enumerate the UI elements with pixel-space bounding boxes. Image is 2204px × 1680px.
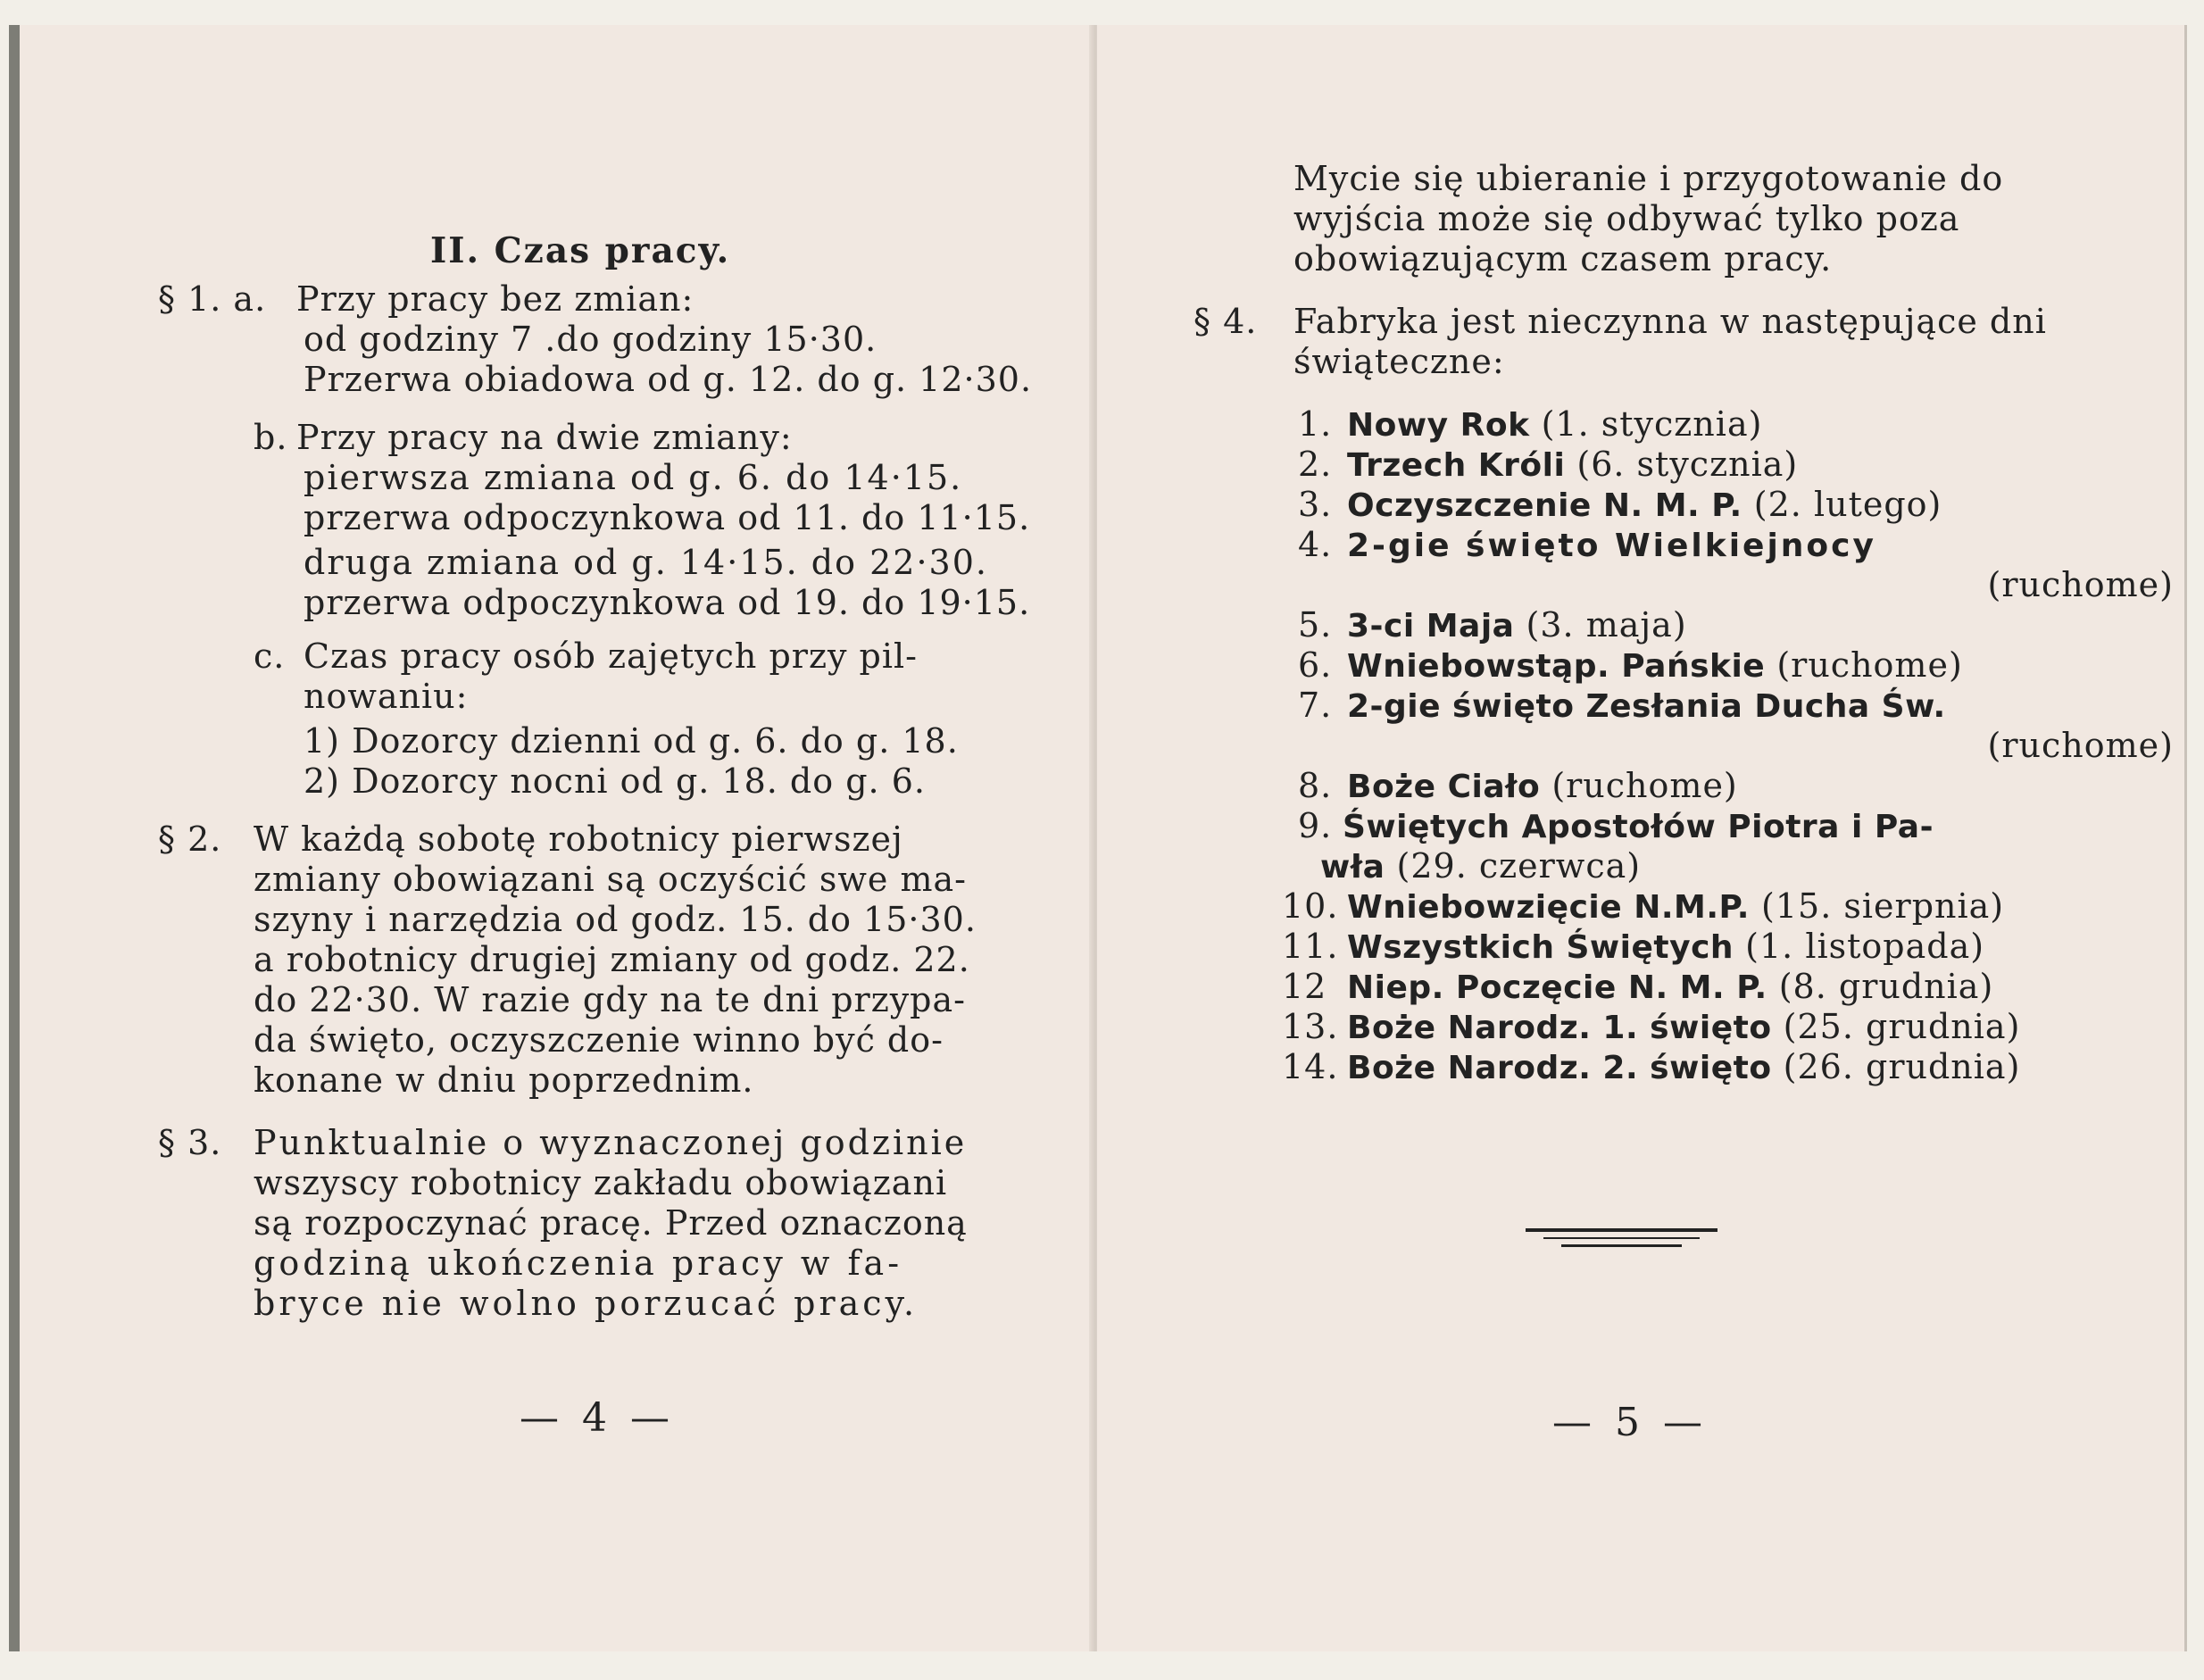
s2-line-6: da święto, oczyszczenie winno być do- bbox=[254, 1020, 944, 1060]
holiday-item bbox=[1347, 404, 1762, 445]
intro-line-1: Mycie się ubieranie i przygotowanie do bbox=[1293, 159, 2004, 198]
holiday-name: Boże Ciało bbox=[1347, 769, 1541, 805]
s1c-item-1: 1) Dozorcy dzienni od g. 6. do g. 18. bbox=[304, 721, 959, 761]
holiday-note: (ruchome) bbox=[1776, 645, 1963, 685]
holiday-name: Boże Narodz. 2. święto bbox=[1347, 1050, 1772, 1086]
holiday-item bbox=[1347, 605, 1687, 646]
paragraph-mark-2: § 2. bbox=[158, 819, 222, 859]
holiday-note: (1. listopada) bbox=[1745, 927, 1985, 966]
holiday-note: (2. lutego) bbox=[1753, 485, 1942, 524]
section-heading: II. Czas pracy. bbox=[430, 230, 731, 271]
s4-line-1: Fabryka jest nieczynna w następujące dni bbox=[1293, 302, 2047, 341]
s2-line-2: zmiany obowiązani są oczyścić swe ma- bbox=[254, 860, 967, 899]
s1a-line-2: Przerwa obiadowa od g. 12. do g. 12·30. bbox=[304, 360, 1033, 399]
holiday-note: (29. czerwca) bbox=[1396, 846, 1642, 886]
holiday-name: Wniebowzięcie N.M.P. bbox=[1347, 889, 1750, 926]
s2-line-5: do 22·30. W razie gdy na te dni przypa- bbox=[254, 980, 966, 1019]
holiday-item bbox=[1347, 1047, 2020, 1088]
holiday-name: Nowy Rok bbox=[1347, 407, 1530, 444]
holiday-note: (1. stycznia) bbox=[1541, 404, 1763, 444]
holiday-item-cont bbox=[1320, 846, 1641, 887]
holiday-num: 6. bbox=[1298, 645, 1333, 685]
holiday-num: 10. bbox=[1282, 886, 1339, 926]
s1a-line-1: od godziny 7 .do godziny 15·30. bbox=[304, 320, 877, 359]
s1b-line-1: pierwsza zmiana od g. 6. do 14·15. bbox=[304, 458, 963, 497]
holiday-name-cont: wła bbox=[1320, 849, 1385, 886]
holiday-name: Trzech Króli bbox=[1347, 447, 1566, 484]
page-number-left: — 4 — bbox=[520, 1395, 675, 1441]
holiday-num: 5. bbox=[1298, 605, 1333, 645]
holiday-note: (26. grudnia) bbox=[1783, 1047, 2021, 1086]
holiday-item bbox=[1343, 806, 1934, 847]
s1b-line-2: przerwa odpoczynkowa od 11. do 11·15. bbox=[304, 498, 1031, 537]
holiday-note: (ruchome) bbox=[1987, 565, 2174, 604]
holiday-item bbox=[1347, 485, 1942, 526]
s1b-title: Przy pracy na dwie zmiany: bbox=[296, 418, 793, 457]
holiday-note: (15. sierpnia) bbox=[1761, 886, 2005, 926]
holiday-num: 1. bbox=[1298, 404, 1333, 444]
holiday-num: 11. bbox=[1282, 927, 1339, 966]
holiday-num: 14. bbox=[1282, 1047, 1339, 1086]
s3-line-2: wszyscy robotnicy zakładu obowiązani bbox=[254, 1163, 948, 1202]
page-number-right: — 5 — bbox=[1552, 1400, 1708, 1445]
decorative-rule-bottom bbox=[1561, 1244, 1682, 1247]
holiday-num: 2. bbox=[1298, 445, 1333, 484]
holiday-num: 4. bbox=[1298, 525, 1333, 564]
s3-line-1: Punktualnie o wyznaczonej godzinie bbox=[254, 1123, 968, 1162]
holiday-note: (8. grudnia) bbox=[1778, 967, 1994, 1006]
s2-line-1: W każdą sobotę robotnicy pierwszej bbox=[254, 819, 903, 859]
s1c-line-2: nowaniu: bbox=[304, 677, 469, 716]
s1c-line-1: Czas pracy osób zajętych przy pil- bbox=[304, 636, 919, 676]
holiday-name: 2-gie święto Zesłania Ducha Św. bbox=[1347, 688, 1946, 725]
holiday-item bbox=[1347, 927, 1984, 968]
s1b-label: b. bbox=[254, 418, 288, 457]
holiday-num: 12 bbox=[1282, 967, 1327, 1006]
intro-line-3: obowiązującym czasem pracy. bbox=[1293, 239, 1833, 279]
holiday-num: 3. bbox=[1298, 485, 1333, 524]
s1c-item-2: 2) Dozorcy nocni od g. 18. do g. 6. bbox=[304, 761, 926, 801]
holiday-note: (3. maja) bbox=[1526, 605, 1687, 645]
s3-line-5: bryce nie wolno porzucać pracy. bbox=[254, 1284, 919, 1323]
s3-line-4: godziną ukończenia pracy w fa- bbox=[254, 1243, 903, 1283]
holiday-num: 7. bbox=[1298, 686, 1333, 725]
decorative-rule-middle bbox=[1543, 1237, 1700, 1239]
holiday-name-text: 2-gie święto Wielkiejnocy bbox=[1347, 528, 1876, 564]
intro-line-2: wyjścia może się odbywać tylko poza bbox=[1293, 199, 1960, 238]
s1a-title: Przy pracy bez zmian: bbox=[296, 279, 694, 319]
holiday-item bbox=[1347, 967, 1993, 1008]
s1c-label: c. bbox=[254, 636, 286, 676]
s1b-line-3: druga zmiana od g. 14·15. do 22·30. bbox=[304, 543, 988, 582]
holiday-name: Boże Narodz. 1. święto bbox=[1347, 1010, 1772, 1046]
s2-line-7: konane w dniu poprzednim. bbox=[254, 1060, 754, 1100]
decorative-rule-top bbox=[1526, 1228, 1717, 1232]
holiday-item bbox=[1347, 1007, 2020, 1048]
holiday-num: 8. bbox=[1298, 766, 1333, 805]
holiday-name: Oczyszczenie N. M. P. bbox=[1347, 487, 1742, 524]
holiday-name: Wszystkich Świętych bbox=[1347, 929, 1734, 966]
holiday-note: (ruchome) bbox=[1987, 726, 2174, 765]
holiday-item bbox=[1347, 686, 1946, 727]
right-page bbox=[1097, 25, 2187, 1651]
holiday-name bbox=[1347, 525, 1876, 566]
holiday-num: 13. bbox=[1282, 1007, 1339, 1046]
holiday-name: Świętych Apostołów Piotra i Pa- bbox=[1343, 809, 1934, 845]
holiday-note: (25. grudnia) bbox=[1783, 1007, 2021, 1046]
s4-line-2: świąteczne: bbox=[1293, 342, 1505, 381]
holiday-num: 9. bbox=[1298, 806, 1333, 845]
booklet-spread bbox=[9, 25, 2187, 1659]
s1b-line-4: przerwa odpoczynkowa od 19. do 19·15. bbox=[304, 583, 1031, 622]
holiday-item bbox=[1347, 445, 1798, 486]
holiday-item bbox=[1347, 645, 1963, 686]
s3-line-3: są rozpoczynać pracę. Przed oznaczoną bbox=[254, 1203, 968, 1243]
holiday-note: (ruchome) bbox=[1551, 766, 1738, 805]
left-page bbox=[9, 25, 1094, 1651]
holiday-name: Niep. Poczęcie N. M. P. bbox=[1347, 969, 1767, 1006]
paragraph-mark-3: § 3. bbox=[158, 1123, 222, 1162]
holiday-name: Wniebowstąp. Pańskie bbox=[1347, 648, 1766, 685]
s2-line-4: a robotnicy drugiej zmiany od godz. 22. bbox=[254, 940, 970, 979]
s2-line-3: szyny i narzędzia od godz. 15. do 15·30. bbox=[254, 900, 977, 939]
holiday-item bbox=[1347, 766, 1738, 807]
holiday-note: (6. stycznia) bbox=[1576, 445, 1799, 484]
holiday-item bbox=[1347, 886, 2004, 927]
holiday-name: 3-ci Maja bbox=[1347, 608, 1515, 645]
paragraph-mark-4: § 4. bbox=[1193, 302, 1258, 341]
paragraph-mark-1: § 1. a. bbox=[158, 279, 267, 319]
